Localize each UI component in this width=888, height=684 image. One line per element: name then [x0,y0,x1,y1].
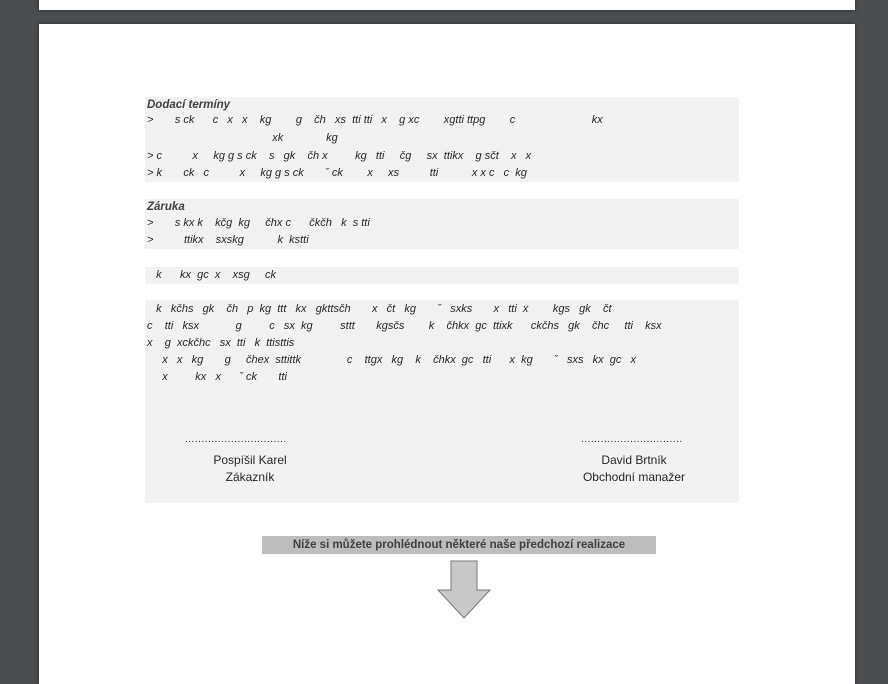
manager-name: David Brtník [601,453,667,467]
previous-page [39,0,855,10]
warranty-line: > s kx k kčg kg čhx c čkčh k s tti [147,217,370,229]
warranty-heading: Záruka [147,201,185,213]
delivery-terms-section [145,97,739,182]
agreement-line: k kčhs gk čh p kg ttt kx gkttsčh x čt kg ˇ sxks x tti x kgs gk čt [147,303,612,315]
agreement-line: x x kg g čhex sttittk c ttgx kg k čhkx gc tti x kg ˇ sxs kx gc x [147,354,637,366]
note-line: k kx gc x xsg ck [147,269,276,281]
delivery-terms-heading: Dodací termíny [147,99,231,111]
customer-role: Zákazník [225,470,275,484]
customer-name: Pospíšil Karel [213,453,287,467]
delivery-line: > k ck c x kg g s ck ˇ ck x xs tti x x c c kg [147,167,527,179]
delivery-line: xk kg [147,132,338,144]
warranty-line: > ttikx sxskg k kstti [147,234,309,246]
down-arrow-icon [436,560,492,620]
manager-role: Obchodní manažer [582,470,686,484]
agreement-line: x g xckčhc sx tti k ttisttis [147,337,295,349]
note-section [145,267,739,284]
agreement-line: c tti ksx g c sx kg sttt kgsčs k čhkx gc ttixk ckčhs gk čhc tti ksx [147,320,662,332]
warranty-section [145,199,739,249]
customer-signature-line: ............................... [185,434,287,445]
document-page [39,24,855,684]
agreement-section [145,300,739,503]
agreement-line: x kx x ˇ ck tti [147,371,287,383]
delivery-line: > c x kg g s ck s gk čh x kg tti čg sx ttikx g sčt x x [147,150,532,162]
delivery-line: > s ck c x x kg g čh xs tti tti x g xc xgtti ttpg c kx [147,114,603,126]
manager-signature-line: ............................... [581,434,683,445]
previous-work-banner: Níže si můžete prohlédnout některé naše předchozí realizace [262,536,656,554]
